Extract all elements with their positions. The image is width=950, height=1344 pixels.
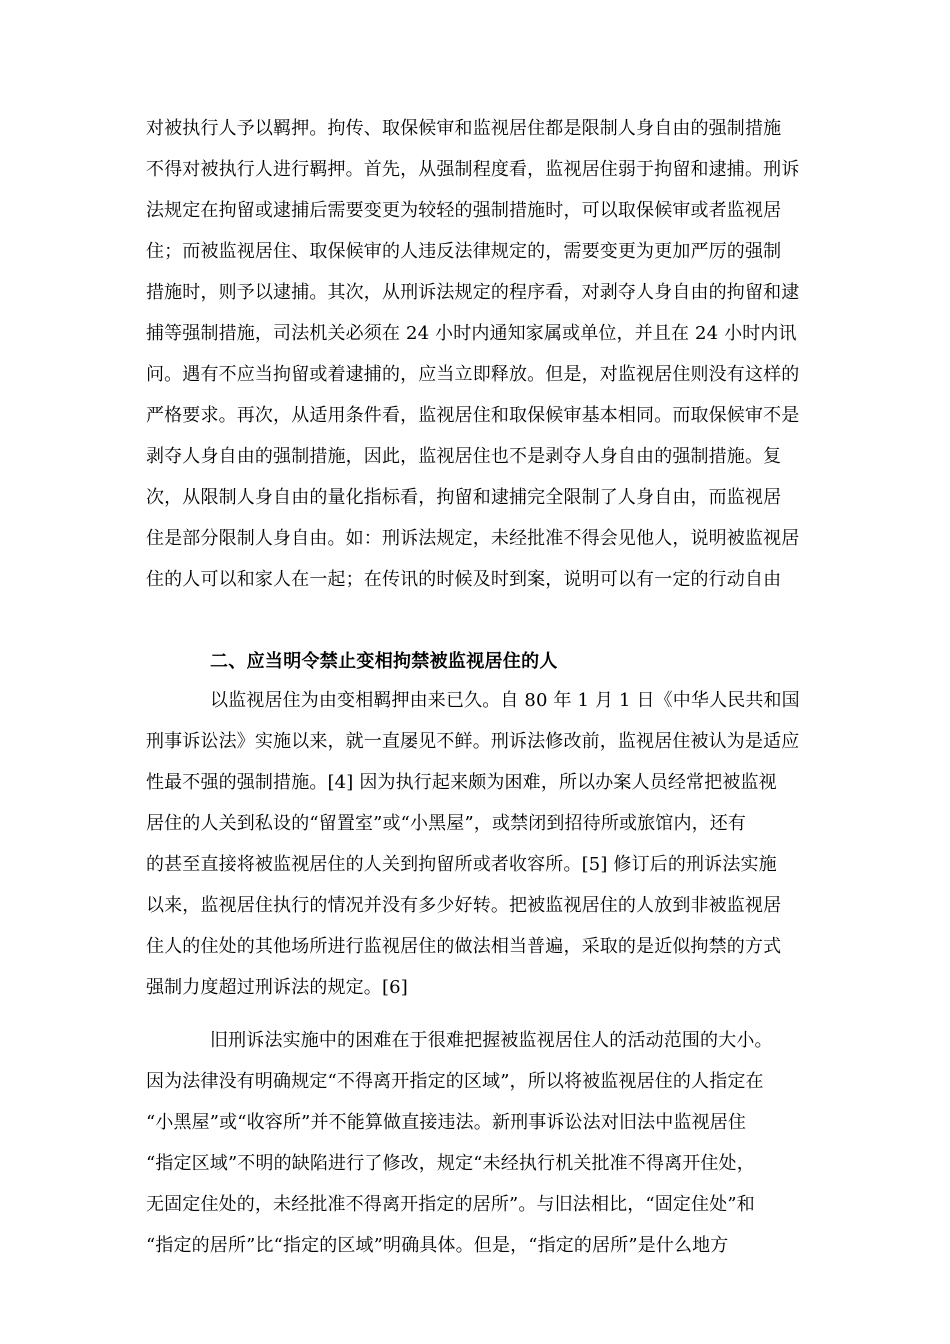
- text-line: 以来，监视居住执行的情况并没有多少好转。把被监视居住的人放到非被监视居: [146, 895, 782, 916]
- text-line: 措施时，则予以逮捕。其次，从刑诉法规定的程序看，对剥夺人身自由的拘留和逮: [146, 282, 800, 303]
- text-line: “指定的居所”比“指定的区域”明确具体。但是，“指定的居所”是什么地方: [146, 1235, 729, 1256]
- text-line: 强制力度超过刑诉法的规定。[6]: [146, 977, 408, 998]
- text-line: 居住的人关到私设的“留置室”或“小黑屋”，或禁闭到招待所或旅馆内，还有: [146, 813, 747, 834]
- text-line: 性最不强的强制措施。[4] 因为执行起来颇为困难，所以办案人员经常把被监视: [146, 772, 777, 793]
- text-line: 无固定住处的，未经批准不得离开指定的居所”。与旧法相比，“固定住处”和: [146, 1194, 755, 1215]
- section-heading: 二、应当明令禁止变相拘禁被监视居住的人: [210, 651, 558, 672]
- text-line: 剥夺人身自由的强制措施，因此，监视居住也不是剥夺人身自由的强制措施。复: [146, 446, 782, 467]
- text-line: “指定区域”不明的缺陷进行了修改，规定“未经执行机关批准不得离开住处，: [146, 1153, 755, 1174]
- text-line: 的甚至直接将被监视居住的人关到拘留所或者收容所。[5] 修订后的刑诉法实施: [146, 854, 777, 875]
- text-line: 捕等强制措施，司法机关必须在 24 小时内通知家属或单位，并且在 24 小时内讯: [146, 323, 797, 344]
- text-line: 不得对被执行人进行羁押。首先，从强制程度看，监视居住弱于拘留和逮捕。刑诉: [146, 159, 800, 180]
- text-line: 以监视居住为由变相羁押由来已久。自 80 年 1 月 1 日《中华人民共和国: [210, 690, 800, 711]
- text-line: 次，从限制人身自由的量化指标看，拘留和逮捕完全限制了人身自由，而监视居: [146, 487, 782, 508]
- text-line: 住的人可以和家人在一起；在传讯的时候及时到案，说明可以有一定的行动自由: [146, 569, 782, 590]
- text-line: 问。遇有不应当拘留或着逮捕的，应当立即释放。但是，对监视居住则没有这样的: [146, 364, 800, 385]
- text-line: 住；而被监视居住、取保候审的人违反法律规定的，需要变更为更加严厉的强制: [146, 241, 782, 262]
- text-line: 对被执行人予以羁押。拘传、取保候审和监视居住都是限制人身自由的强制措施: [146, 118, 782, 139]
- text-line: 法规定在拘留或逮捕后需要变更为较轻的强制措施时，可以取保候审或者监视居: [146, 200, 782, 221]
- text-line: 严格要求。再次，从适用条件看，监视居住和取保候审基本相同。而取保候审不是: [146, 405, 800, 426]
- text-line: 住人的住处的其他场所进行监视居住的做法相当普遍，采取的是近似拘禁的方式: [146, 936, 782, 957]
- text-line: 住是部分限制人身自由。如：刑诉法规定，未经批准不得会见他人，说明被监视居: [146, 528, 800, 549]
- text-line: “小黑屋”或“收容所”并不能算做直接违法。新刑事诉讼法对旧法中监视居住: [146, 1112, 747, 1133]
- text-line: 因为法律没有明确规定“不得离开指定的区域”，所以将被监视居住的人指定在: [146, 1071, 764, 1092]
- text-line: 旧刑诉法实施中的困难在于很难把握被监视居住人的活动范围的大小。: [210, 1030, 773, 1051]
- text-line: 刑事诉讼法》实施以来，就一直屡见不鲜。刑诉法修改前，监视居住被认为是适应: [146, 731, 800, 752]
